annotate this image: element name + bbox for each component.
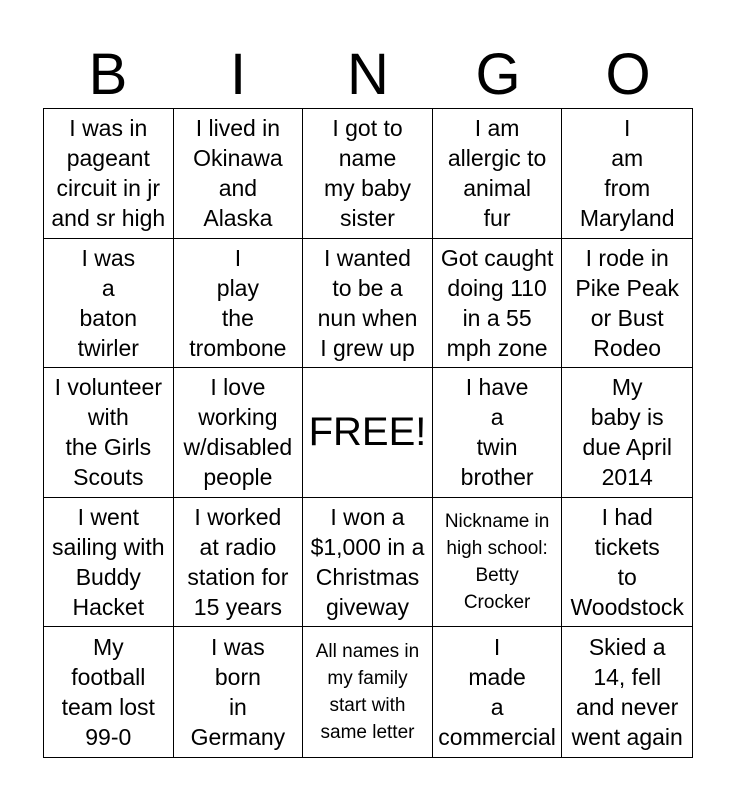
bingo-cell[interactable] xyxy=(174,498,304,628)
cell-text-line: same letter xyxy=(320,722,415,744)
bingo-cell[interactable] xyxy=(44,109,174,239)
bingo-cell[interactable] xyxy=(174,109,304,239)
bingo-cell[interactable] xyxy=(433,368,563,498)
header-letter-o: O xyxy=(605,42,651,107)
bingo-cell[interactable] xyxy=(44,627,174,757)
cell-text-line: a xyxy=(490,404,504,431)
cell-text-line: Maryland xyxy=(579,205,675,232)
cell-text-line: and xyxy=(218,175,258,202)
bingo-cell[interactable] xyxy=(562,368,692,498)
cell-text-line: a xyxy=(490,694,504,721)
cell-text-line: circuit in jr xyxy=(56,175,161,202)
cell-text-line: with xyxy=(87,404,129,431)
cell-text-line: 14, fell xyxy=(593,664,662,691)
cell-text-line: a xyxy=(101,274,115,301)
cell-text-line: to be a xyxy=(332,274,403,301)
header-letter-g: G xyxy=(475,42,521,107)
cell-text-line: the xyxy=(221,304,254,331)
bingo-cell[interactable] xyxy=(562,627,692,757)
cell-text-line: FREE! xyxy=(308,410,427,455)
cell-text-line: Skied a xyxy=(588,634,666,661)
cell-text-line: Woodstock xyxy=(570,594,684,621)
cell-text-line: am xyxy=(611,145,644,172)
free-cell[interactable] xyxy=(303,368,433,498)
cell-text-line: nun when xyxy=(317,304,418,331)
cell-text-line: I am xyxy=(474,115,520,142)
cell-text-line: at radio xyxy=(199,534,277,561)
bingo-board xyxy=(43,108,693,758)
cell-text-line: animal xyxy=(463,175,531,202)
cell-text-line: I worked xyxy=(194,504,282,531)
bingo-cell[interactable] xyxy=(433,498,563,628)
cell-text-line: I love xyxy=(210,374,266,401)
bingo-cell[interactable] xyxy=(562,109,692,239)
cell-text-line: made xyxy=(468,664,526,691)
cell-text-line: baton xyxy=(79,304,138,331)
bingo-cell[interactable] xyxy=(44,498,174,628)
cell-text-line: name xyxy=(338,145,397,172)
cell-text-line: I got to xyxy=(332,115,403,142)
cell-text-line: w/disabled xyxy=(183,434,293,461)
cell-text-line: football xyxy=(71,664,146,691)
cell-text-line: twirler xyxy=(77,334,139,361)
cell-text-line: to xyxy=(617,564,637,591)
cell-text-line: brother xyxy=(460,464,534,491)
cell-text-line: twin xyxy=(476,434,518,461)
bingo-cell[interactable] xyxy=(562,498,692,628)
cell-text-line: due April xyxy=(582,434,672,461)
cell-text-line: I was xyxy=(81,244,136,271)
cell-text-line: people xyxy=(203,464,273,491)
cell-text-line: I grew up xyxy=(320,334,415,361)
cell-text-line: My xyxy=(611,374,643,401)
cell-text-line: team lost xyxy=(61,694,155,721)
cell-text-line: in a 55 xyxy=(462,304,532,331)
cell-text-line: 15 years xyxy=(193,594,282,621)
cell-text-line: mph zone xyxy=(446,334,548,361)
cell-text-line: 2014 xyxy=(601,464,653,491)
cell-text-line: Got caught xyxy=(440,244,554,271)
cell-text-line: from xyxy=(604,175,651,202)
cell-text-line: working xyxy=(198,404,278,431)
cell-text-line: commercial xyxy=(438,724,556,751)
cell-text-line: start with xyxy=(329,695,406,717)
cell-text-line: Nickname in xyxy=(444,511,550,533)
cell-text-line: my family xyxy=(327,668,408,690)
bingo-cell[interactable] xyxy=(174,239,304,369)
cell-text-line: I had xyxy=(601,504,653,531)
bingo-cell[interactable] xyxy=(174,627,304,757)
bingo-cell[interactable] xyxy=(44,239,174,369)
cell-text-line: I went xyxy=(77,504,139,531)
cell-text-line: All names in xyxy=(315,641,420,663)
cell-text-line: I volunteer xyxy=(54,374,162,401)
cell-text-line: allergic to xyxy=(447,145,547,172)
cell-text-line: Scouts xyxy=(73,464,144,491)
cell-text-line: doing 110 xyxy=(447,274,547,301)
cell-text-line: play xyxy=(216,274,259,301)
cell-text-line: My xyxy=(92,634,124,661)
bingo-cell[interactable] xyxy=(562,239,692,369)
bingo-header xyxy=(43,40,693,110)
cell-text-line: my baby xyxy=(324,175,411,202)
cell-text-line: I won a xyxy=(330,504,405,531)
bingo-cell[interactable] xyxy=(174,368,304,498)
cell-text-line: sailing with xyxy=(52,534,165,561)
cell-text-line: Rodeo xyxy=(593,334,662,361)
cell-text-line: trombone xyxy=(189,334,287,361)
cell-text-line: tickets xyxy=(594,534,660,561)
cell-text-line: sister xyxy=(340,205,395,232)
cell-text-line: I xyxy=(234,244,242,271)
cell-text-line: Pike Peak xyxy=(575,274,679,301)
bingo-cell[interactable] xyxy=(303,239,433,369)
cell-text-line: the Girls xyxy=(65,434,152,461)
cell-text-line: $1,000 in a xyxy=(310,534,425,561)
bingo-cell[interactable] xyxy=(433,109,563,239)
bingo-cell[interactable] xyxy=(44,368,174,498)
cell-text-line: I lived in xyxy=(195,115,281,142)
cell-text-line: I was xyxy=(211,634,265,661)
cell-text-line: high school: xyxy=(446,538,548,560)
cell-text-line: Germany xyxy=(190,724,286,751)
cell-text-line: Christmas xyxy=(315,564,420,591)
cell-text-line: or Bust xyxy=(590,304,664,331)
cell-text-line: in xyxy=(228,694,247,721)
cell-text-line: I xyxy=(493,634,501,661)
cell-text-line: Betty xyxy=(475,565,519,587)
bingo-cell[interactable] xyxy=(303,109,433,239)
header-letter-b: B xyxy=(88,42,128,107)
cell-text-line: I xyxy=(624,115,631,142)
cell-text-line: and never xyxy=(576,694,679,721)
cell-text-line: I have xyxy=(465,374,529,401)
cell-text-line: Crocker xyxy=(463,592,531,614)
cell-text-line: I wanted xyxy=(324,244,411,271)
bingo-cell[interactable] xyxy=(303,498,433,628)
cell-text-line: fur xyxy=(483,205,511,232)
cell-text-line: Okinawa xyxy=(193,145,283,172)
cell-text-line: station for xyxy=(187,564,289,591)
cell-text-line: born xyxy=(214,664,261,691)
cell-text-line: Buddy xyxy=(75,564,141,591)
header-letter-n: N xyxy=(347,42,389,107)
header-letter-i: I xyxy=(229,42,247,107)
cell-text-line: I was in xyxy=(69,115,148,142)
cell-text-line: I rode in xyxy=(585,244,669,271)
cell-text-line: giveway xyxy=(325,594,410,621)
cell-text-line: baby is xyxy=(590,404,664,431)
cell-text-line: Hacket xyxy=(72,594,145,621)
cell-text-line: went again xyxy=(571,724,683,751)
cell-text-line: and sr high xyxy=(51,205,166,232)
bingo-cell[interactable] xyxy=(303,627,433,757)
cell-text-line: pageant xyxy=(66,145,150,172)
bingo-cell[interactable] xyxy=(433,239,563,369)
cell-text-line: 99-0 xyxy=(85,724,132,751)
cell-text-line: Alaska xyxy=(203,205,273,232)
bingo-cell[interactable] xyxy=(433,627,563,757)
